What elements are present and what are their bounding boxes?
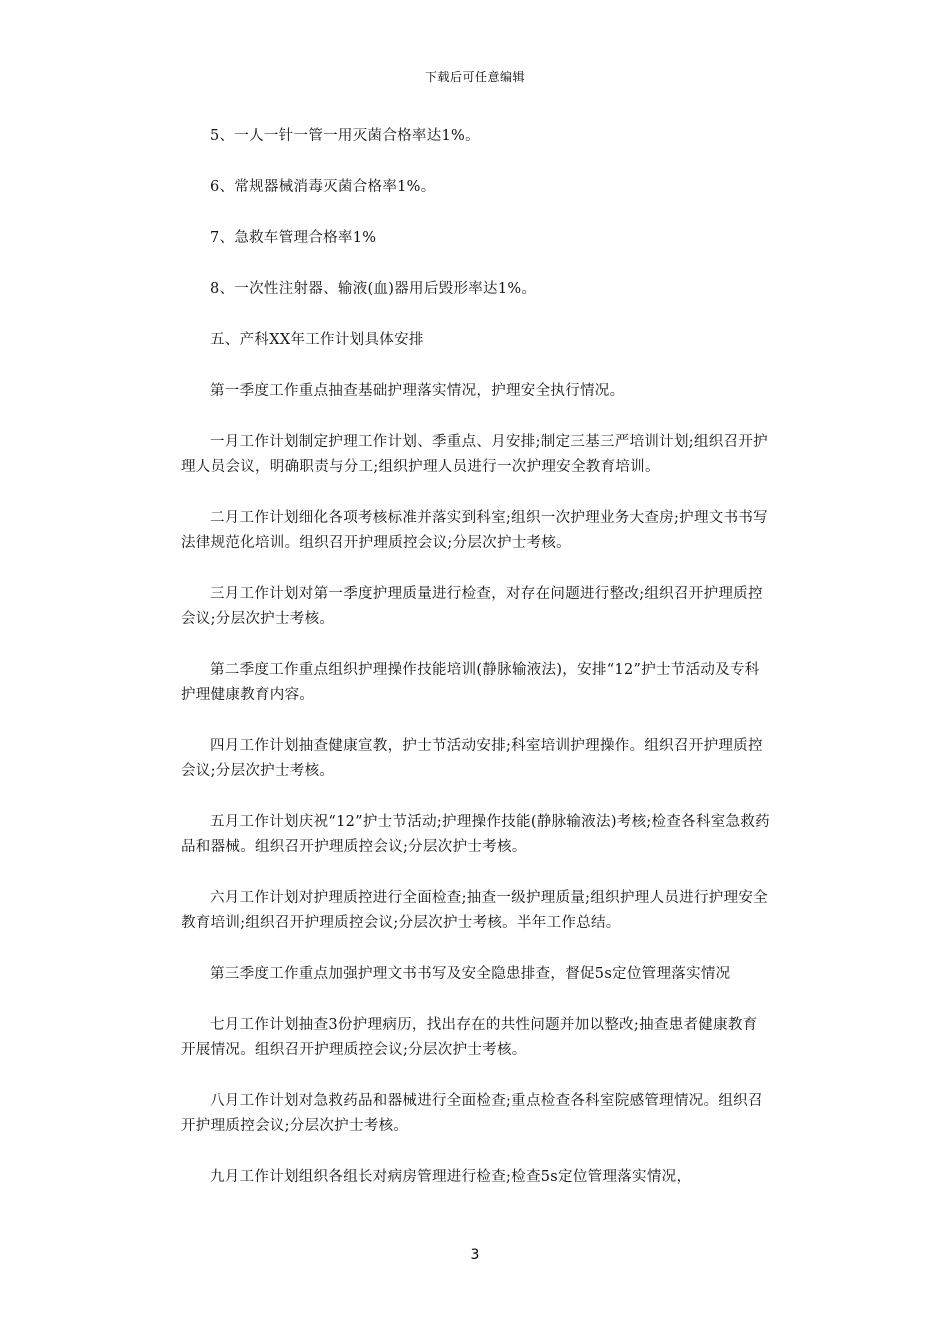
document-body: [181, 124, 771, 1216]
q3-focus: 第三季度工作重点加强护理文书书写及安全隐患排查，督促5s定位管理落实情况: [210, 966, 731, 982]
paragraph-item-5: 5、一人一针一管一用灭菌合格率达1%。: [210, 128, 480, 144]
section-heading: 五、产科XX年工作计划具体安排: [210, 332, 424, 348]
march-plan: 三月工作计划对第一季度护理质量进行检查，对存在问题进行整改;组织召开护理质控会议;分层次护士考核。: [181, 586, 763, 627]
july-plan: 七月工作计划抽查3份护理病历，找出存在的共性问题并加以整改;抽查患者健康教育开展情况。组织召开护理质控会议;分层次护士考核。: [181, 1017, 758, 1058]
paragraph-item-8: 8、一次性注射器、输液(血)器用后毁形率达1%。: [210, 281, 537, 297]
paragraph-item-6: 6、常规器械消毒灭菌合格率1%。: [210, 179, 436, 195]
page-header: 下载后可任意编辑: [424, 70, 525, 84]
august-plan: 八月工作计划对急救药品和器械进行全面检查;重点检查各科室院感管理情况。组织召开护理质控会议;分层次护士考核。: [181, 1093, 763, 1134]
page-number: 3: [470, 1247, 480, 1263]
february-plan: 二月工作计划细化各项考核标准并落实到科室;组织一次护理业务大查房;护理文书书写法律规范化培训。组织召开护理质控会议;分层次护士考核。: [181, 510, 768, 551]
june-plan: 六月工作计划对护理质控进行全面检查;抽查一级护理质量;组织护理人员进行护理安全教育培训;组织召开护理质控会议;分层次护士考核。半年工作总结。: [181, 890, 768, 931]
may-plan: 五月工作计划庆祝“12”护士节活动;护理操作技能(静脉输液法)考核;检查各科室急救药品和器械。组织召开护理质控会议;分层次护士考核。: [181, 814, 770, 855]
q1-focus: 第一季度工作重点抽查基础护理落实情况，护理安全执行情况。: [210, 383, 625, 399]
april-plan: 四月工作计划抽查健康宣教，护士节活动安排;科室培训护理操作。组织召开护理质控会议;分层次护士考核。: [181, 738, 763, 779]
september-plan: 九月工作计划组织各组长对病房管理进行检查;检查5s定位管理落实情况，: [210, 1169, 692, 1185]
january-plan: 一月工作计划制定护理工作计划、季重点、月安排;制定三基三严培训计划;组织召开护理人员会议，明确职责与分工;组织护理人员进行一次护理安全教育培训。: [181, 434, 768, 475]
q2-focus: 第二季度工作重点组织护理操作技能培训(静脉输液法)，安排“12”护士节活动及专科护理健康教育内容。: [181, 662, 760, 703]
paragraph-item-7: 7、急救车管理合格率1%: [210, 230, 377, 246]
